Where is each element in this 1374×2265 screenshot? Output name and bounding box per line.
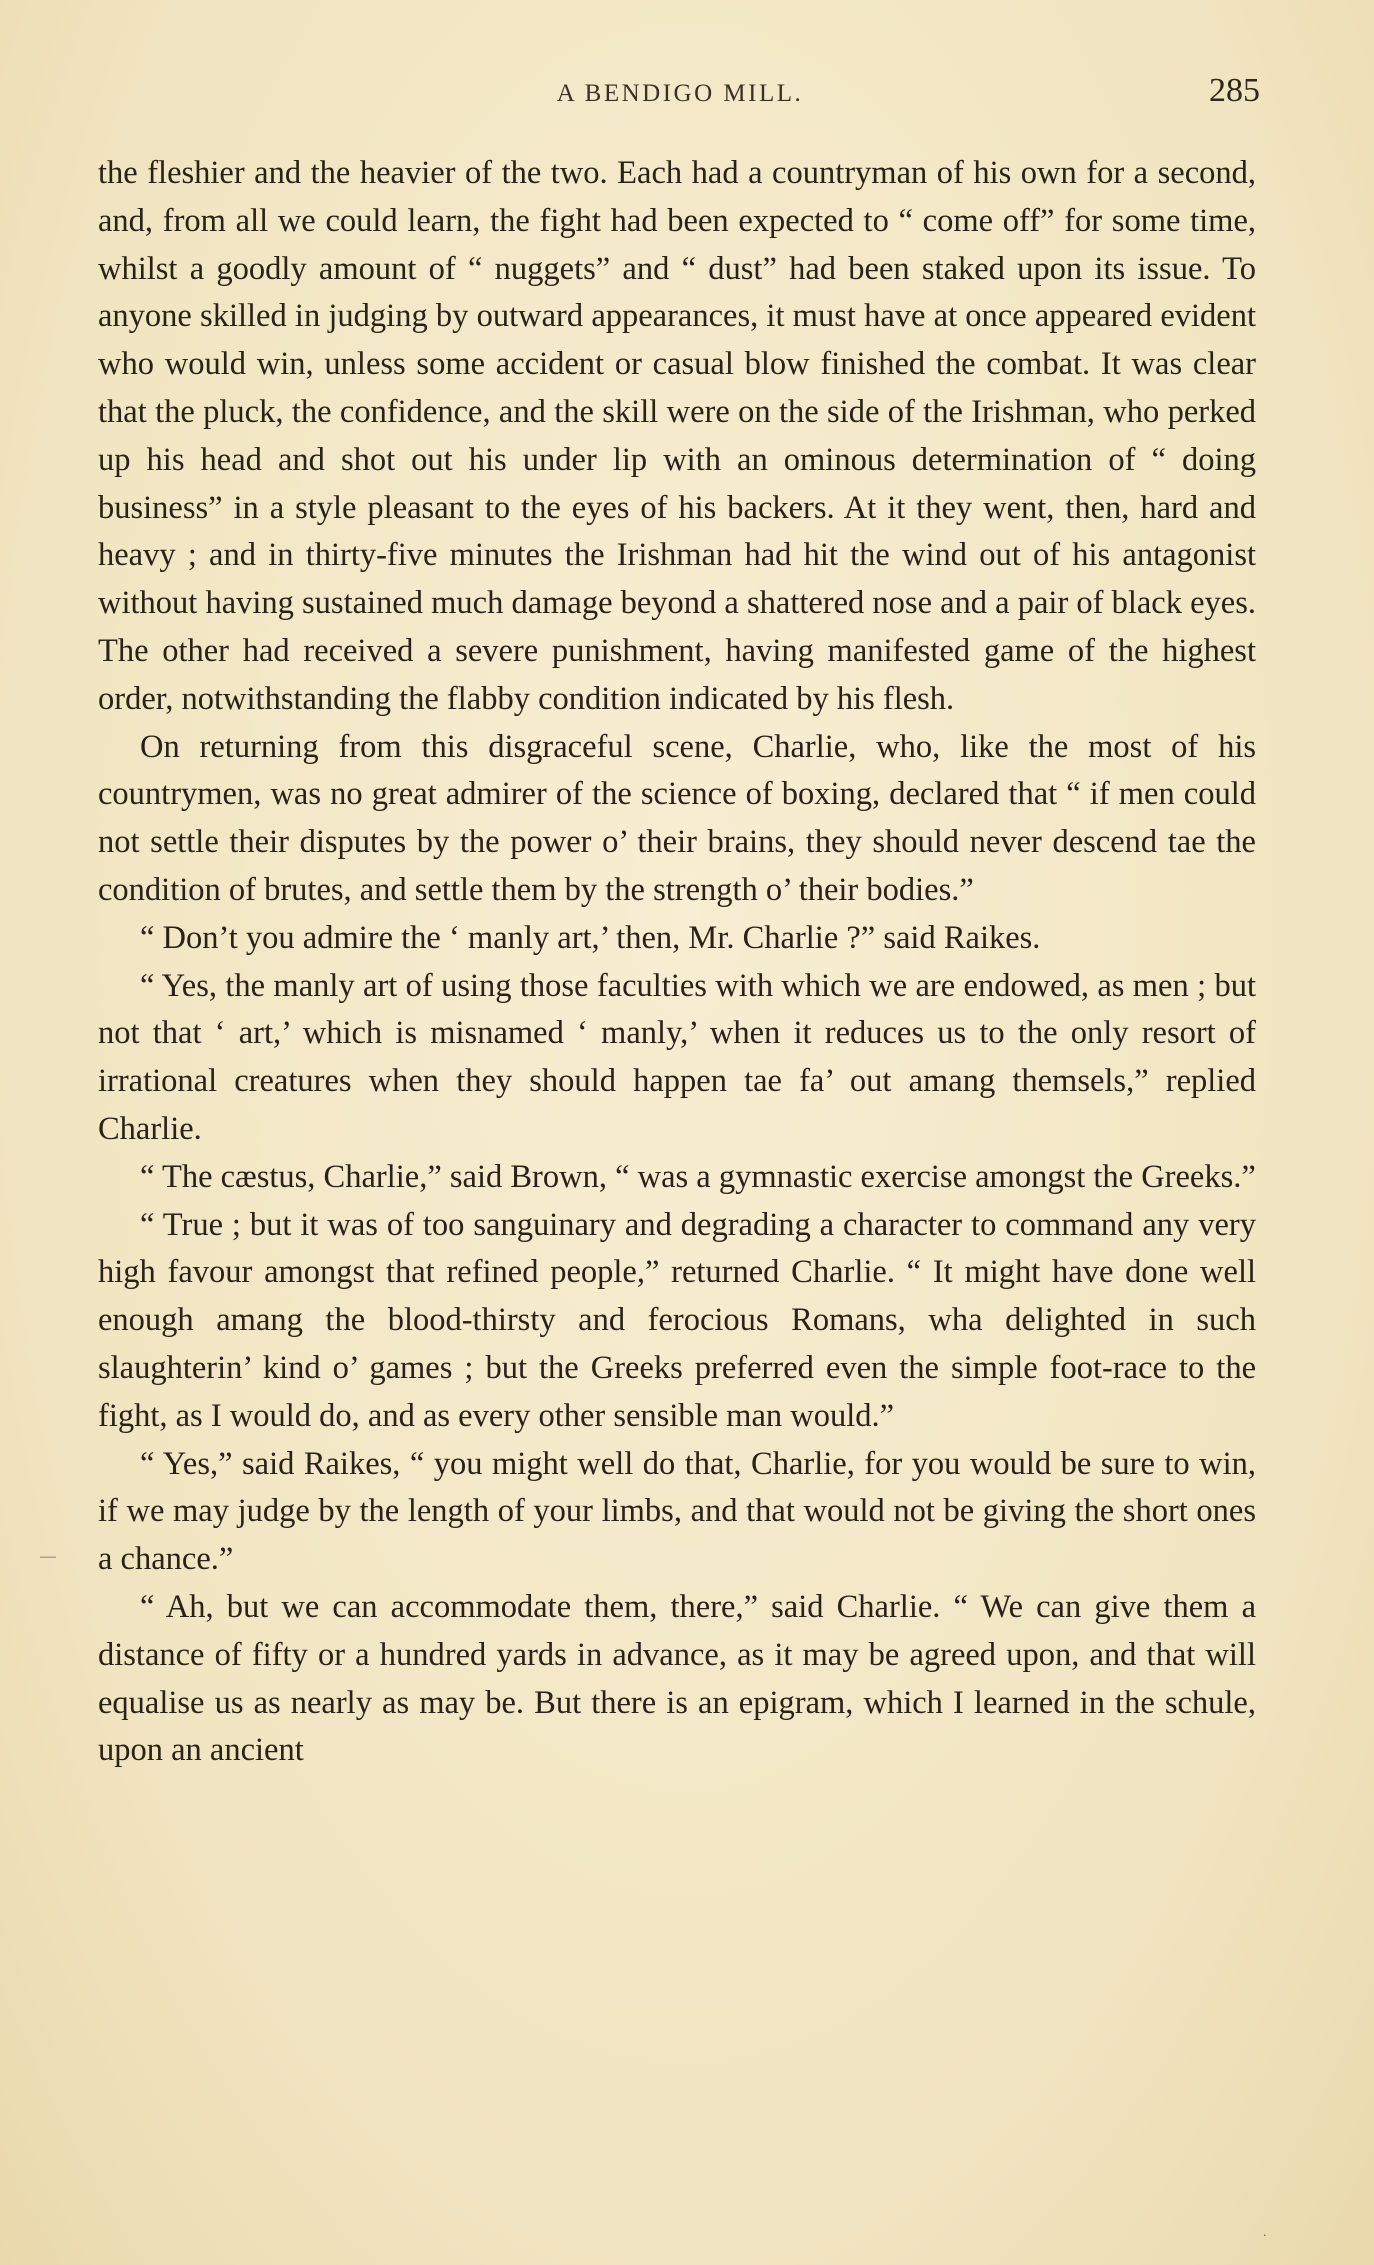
paragraph-5: “ The cæstus, Charlie,” said Brown, “ was a gymnastic exercise amongst the Greeks.”	[140, 1158, 1256, 1195]
margin-dash-mark: —	[40, 1548, 56, 1565]
paragraph-8: “ Ah, but we can accommodate them, there,” said Charlie. “ We can give them a distance of fifty or a hundred yards in advance, as it may be agreed upon, and that will equalise us as nearly as may be. But there is an epigram, which I learned in the schule, upon an ancient	[98, 1588, 1256, 1769]
paragraph-2: On returning from this disgraceful scene, Charlie, who, like the most of his countrymen, was no great admirer of the science of boxing, declared that “ if men could not settle their disputes by the power o’ their brains, they should never descend tae the condition of brutes, and settle them by the strength o’ their bodies.”	[98, 728, 1256, 908]
page-header	[100, 72, 1260, 122]
running-title: A BENDIGO MILL.	[556, 80, 804, 107]
paragraph-4: “ Yes, the manly art of using those faculties with which we are endowed, as men ; but not that ‘ art,’ which is misnamed ‘ manly,’ when it reduces us to the only resort of irrational creatures when they should happen tae fa’ out amang themsels,” replied Charlie.	[98, 967, 1256, 1147]
paragraph-6: “ True ; but it was of too sanguinary and degrading a character to command any very high favour amongst that refined people,” returned Charlie. “ It might have done well enough amang the blood-thirsty and ferocious Romans, wha delighted in such slaughterin’ kind o’ games ; but the Greeks preferred even the simple foot-race to the fight, as I would do, and as every other sensible man would.”	[98, 1206, 1256, 1434]
margin-speck-mark: ˙	[1262, 2232, 1268, 2249]
page-number: 285	[1209, 72, 1260, 109]
paragraph-3: “ Don’t you admire the ‘ manly art,’ then, Mr. Charlie ?” said Raikes.	[140, 919, 1041, 956]
paragraph-7: “ Yes,” said Raikes, “ you might well do that, Charlie, for you would be sure to win, if we may judge by the length of your limbs, and that would not be giving the short ones a chance.”	[98, 1445, 1256, 1578]
paragraph-1: the fleshier and the heavier of the two. Each had a countryman of his own for a second, and, from all we could learn, the fight had been expected to “ come off” for some time, whilst a goodly amount of “ nuggets” and “ dust” had been staked upon its issue. To anyone skilled in judging by outward appearances, it must have at once appeared evident who would win, unless some accident or casual blow finished the combat. It was clear that the pluck, the confidence, and the skill were on the side of the Irishman, who perked up his head and shot out his under lip with an ominous determination of “ doing business” in a style pleasant to the eyes of his backers. At it they went, then, hard and heavy ; and in thirty-five minutes the Irishman had hit the wind out of his antagonist without having sustained much damage beyond a shattered nose and a pair of black eyes. The other had received a severe punishment, having manifested game of the highest order, notwithstanding the flabby condition indicated by his flesh.	[98, 155, 1256, 717]
body-text	[98, 150, 1256, 1775]
